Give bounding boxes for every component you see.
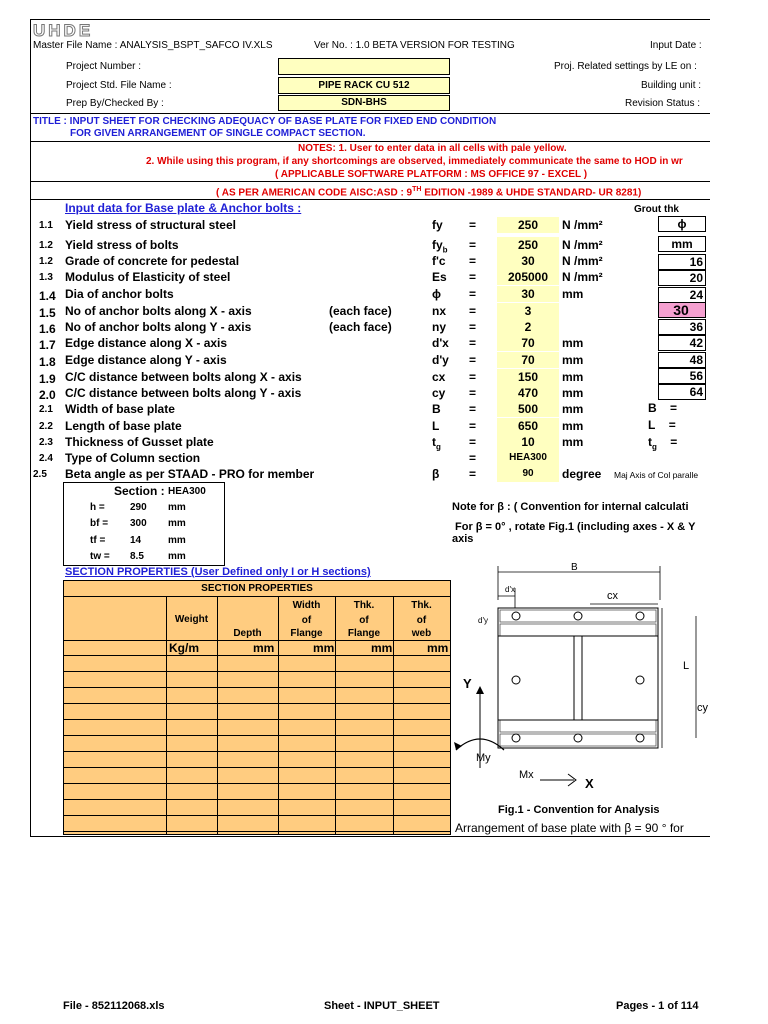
row-symbol: ny: [432, 320, 447, 334]
row-symbol: nx: [432, 304, 447, 318]
row-unit: mm: [562, 370, 584, 384]
prep-by-input[interactable]: SDN-BHS: [278, 95, 450, 111]
row-value-input[interactable]: 650: [497, 418, 559, 434]
row-unit: N /mm²: [562, 254, 603, 268]
section-dim-v: 290: [130, 502, 147, 513]
row-description: Dia of anchor bolts: [65, 287, 174, 301]
row-symbol: cy: [432, 386, 446, 400]
row-symbol: L: [432, 419, 440, 433]
row-value-input[interactable]: 70: [497, 352, 559, 368]
row-value-input[interactable]: 30: [497, 253, 559, 269]
revision-status-label: Revision Status :: [625, 98, 701, 109]
row-value-input[interactable]: 10: [497, 434, 559, 450]
fig-arrangement-note: Arrangement of base plate with β = 90 ° for: [455, 821, 684, 835]
row-equals: =: [469, 353, 477, 367]
row-unit: mm: [562, 336, 584, 350]
row-unit: mm: [562, 287, 584, 301]
table-row: [63, 767, 451, 768]
row-equals: =: [469, 320, 477, 334]
sp-width-unit: mm: [313, 641, 335, 655]
row-equals: =: [469, 336, 477, 350]
section-dim-u: mm: [168, 518, 186, 529]
fig-label-cy: cy: [697, 702, 708, 714]
row-value-input[interactable]: 30: [497, 286, 559, 302]
section-dim-k: bf =: [90, 518, 109, 529]
grout-value-cell: 20: [658, 270, 706, 286]
notes-rule: [30, 181, 710, 182]
master-file-name: Master File Name : ANALYSIS_BSPT_SAFCO IV.XLS: [33, 40, 273, 51]
sp-title: SECTION PROPERTIES: [201, 583, 313, 594]
row-number: 2.2: [39, 421, 53, 432]
section-dim-v: 14: [130, 535, 142, 546]
row-equals: =: [469, 370, 477, 384]
building-unit-label: Building unit :: [641, 80, 702, 91]
row-equals: =: [469, 386, 477, 400]
sp-width-3: Flange: [290, 628, 323, 639]
fig-label-cx: cx: [607, 590, 618, 602]
row-symbol: cx: [432, 370, 446, 384]
table-row: [63, 831, 451, 832]
sp-thkf-1: Thk.: [353, 600, 375, 611]
grout-value-cell: 30: [658, 302, 706, 318]
fig-axis-Y: Y: [463, 676, 472, 691]
project-std-file-label: Project Std. File Name :: [66, 80, 172, 91]
row-number: 1.6: [39, 322, 56, 336]
row-symbol: $t_g$: [432, 435, 441, 452]
row-number: 2.4: [39, 453, 53, 464]
row-equals: =: [469, 451, 477, 465]
sp-thkw-3: web: [411, 628, 432, 639]
row-unit: N /mm²: [562, 238, 603, 252]
row-number: 2.5: [33, 469, 47, 480]
note-code-reference: ( AS PER AMERICAN CODE AISC:ASD : 9TH EDITION -1989 & UHDE STANDARD- UR 8281): [216, 186, 642, 199]
row-equals: =: [469, 238, 477, 252]
footer-pages: Pages - 1 of 114: [616, 1000, 699, 1012]
table-row: [63, 687, 451, 688]
sp-width-2: of: [301, 615, 312, 626]
table-row: [63, 671, 451, 672]
sp-thkf-2: of: [359, 615, 369, 626]
maj-axis-note: Maj Axis of Col paralle: [614, 470, 699, 480]
row-value-input[interactable]: 250: [497, 237, 559, 253]
sp-thkw-1: Thk.: [411, 600, 432, 611]
row-description: Width of base plate: [65, 402, 175, 416]
table-row: [63, 751, 451, 752]
fig-caption: Fig.1 - Convention for Analysis: [498, 804, 660, 816]
row-description: Yield stress of bolts: [65, 238, 179, 252]
row-description: Type of Column section: [65, 451, 201, 465]
row-equals: =: [469, 254, 477, 268]
table-row: [63, 719, 451, 720]
sp-thkw-unit: mm: [427, 641, 449, 655]
grout-value-cell: 42: [658, 335, 706, 351]
row-number: 1.1: [39, 220, 53, 231]
table-row: [63, 703, 451, 704]
grout-thk-label: Grout thk: [634, 204, 679, 215]
beta-note-line-3: axis: [452, 533, 474, 545]
section-name: HEA300: [168, 486, 206, 497]
side-sym-L: L =: [648, 418, 676, 432]
grout-value-cell: 64: [658, 384, 706, 400]
sp-depth: Depth: [233, 628, 262, 639]
table-row: [63, 783, 451, 784]
note-software-platform: ( APPLICABLE SOFTWARE PLATFORM : MS OFFICE 97 - EXCEL ): [275, 169, 588, 180]
row-symbol: β: [432, 467, 440, 481]
row-number: 2.0: [39, 388, 56, 402]
row-description: No of anchor bolts along Y - axis: [65, 320, 252, 334]
row-description: Thickness of Gusset plate: [65, 435, 214, 449]
section-label: Section :: [114, 484, 165, 498]
sp-thkw-2: of: [416, 615, 427, 626]
fig-moment-Mx: Mx: [519, 769, 534, 781]
project-number-label: Project Number :: [66, 61, 142, 72]
input-data-heading: Input data for Base plate & Anchor bolts :: [65, 201, 302, 215]
sp-weight-unit: Kg/m: [169, 641, 199, 655]
grout-value-cell: 36: [658, 319, 706, 335]
row-unit: N /mm²: [562, 218, 603, 232]
title-top-rule: [30, 113, 710, 114]
section-dim-k: tf =: [90, 535, 106, 546]
section-dim-k: h =: [90, 502, 105, 513]
row-symbol: d'y: [432, 353, 449, 367]
side-sym-B: B =: [648, 401, 678, 415]
row-unit: mm: [562, 435, 584, 449]
row-symbol: $fy_b$: [432, 238, 448, 255]
section-dim-v: 300: [130, 518, 147, 529]
row-value-input[interactable]: 470: [497, 385, 559, 401]
side-sym-tg: $t_g$ =: [648, 435, 678, 452]
row-equals: =: [469, 419, 477, 433]
row-value-input[interactable]: 2: [497, 319, 559, 335]
row-equals: =: [469, 287, 477, 301]
row-face-note: (each face): [329, 320, 392, 334]
row-symbol: Es: [432, 270, 447, 284]
row-description: Yield stress of structural steel: [65, 218, 236, 232]
row-symbol: d'x: [432, 336, 449, 350]
grout-value-cell: 48: [658, 352, 706, 368]
row-value-input[interactable]: 70: [497, 335, 559, 351]
row-number: 1.9: [39, 372, 56, 386]
project-number-input[interactable]: [278, 58, 450, 75]
row-face-note: (each face): [329, 304, 392, 318]
note-1: NOTES: 1. User to enter data in all cells with pale yellow.: [298, 143, 567, 154]
row-unit: mm: [562, 419, 584, 433]
sp-thkf-3: Flange: [347, 628, 381, 639]
row-description: Edge distance along Y - axis: [65, 353, 227, 367]
row-equals: =: [469, 218, 477, 232]
row-equals: =: [469, 467, 477, 481]
row-symbol: f'c: [432, 254, 446, 268]
section-dim-v: 8.5: [130, 551, 144, 562]
sp-width-1: Width: [292, 600, 321, 611]
sp-thkf-unit: mm: [371, 641, 393, 655]
row-symbol: B: [432, 402, 441, 416]
notes-bottom-rule: [30, 199, 710, 200]
grout-mm-header: mm: [658, 236, 706, 252]
sp-weight: Weight: [174, 614, 209, 625]
table-row: [63, 735, 451, 736]
footer-sheet: Sheet - INPUT_SHEET: [324, 1000, 440, 1012]
row-number: 1.8: [39, 355, 56, 369]
title-line-1: TITLE : INPUT SHEET FOR CHECKING ADEQUACY OF BASE PLATE FOR FIXED END CONDITION: [33, 116, 497, 127]
footer-file: File - 852112068.xls: [63, 1000, 165, 1012]
fig-label-dx: d'x: [505, 585, 515, 594]
table-row: [63, 799, 451, 800]
row-number: 1.4: [39, 289, 56, 303]
row-number: 1.7: [39, 338, 56, 352]
fig-label-B: B: [571, 562, 578, 573]
fig-axis-X: X: [585, 776, 594, 791]
row-number: 1.2: [39, 256, 53, 267]
section-dim-u: mm: [168, 551, 186, 562]
row-unit: N /mm²: [562, 270, 603, 284]
row-value-input[interactable]: 500: [497, 401, 559, 417]
row-equals: =: [469, 402, 477, 416]
row-number: 2.3: [39, 437, 53, 448]
row-description: Beta angle as per STAAD - PRO for member: [65, 467, 315, 481]
row-symbol: ϕ: [432, 287, 441, 301]
row-description: No of anchor bolts along X - axis: [65, 304, 252, 318]
bottom-border: [30, 836, 710, 837]
row-number: 2.1: [39, 404, 53, 415]
title-bottom-rule: [30, 141, 710, 142]
row-description: Modulus of Elasticity of steel: [65, 270, 231, 284]
sp-depth-unit: mm: [253, 641, 275, 655]
fig-label-L: L: [683, 660, 690, 672]
row-number: 1.2: [39, 240, 53, 251]
beta-note-line-2: For β = 0° , rotate Fig.1 (including axes - X & Y: [455, 521, 696, 533]
row-description: Grade of concrete for pedestal: [65, 254, 240, 268]
row-unit: mm: [562, 386, 584, 400]
row-description: Edge distance along X - axis: [65, 336, 228, 350]
beta-note-line-1: Note for β : ( Convention for internal calculati: [452, 501, 689, 513]
row-value-input[interactable]: 205000: [497, 269, 559, 285]
grout-value-cell: 56: [658, 368, 706, 384]
row-equals: =: [469, 270, 477, 284]
table-row: [63, 815, 451, 816]
grout-phi-header: ϕ: [658, 216, 706, 232]
top-border: [30, 19, 710, 20]
section-properties-link[interactable]: SECTION PROPERTIES (User Defined only I or H sections): [65, 566, 371, 578]
input-date-label: Input Date :: [650, 40, 702, 51]
row-unit: mm: [562, 402, 584, 416]
row-number: 1.3: [39, 272, 53, 283]
row-unit: degree: [562, 467, 602, 481]
fig-moment-My: My: [476, 752, 491, 764]
row-equals: =: [469, 304, 477, 318]
row-value-input[interactable]: 250: [497, 217, 559, 233]
base-plate-figure: [450, 560, 710, 770]
title-line-2: FOR GIVEN ARRANGEMENT OF SINGLE COMPACT SECTION.: [70, 128, 366, 139]
row-description: Length of base plate: [65, 419, 182, 433]
row-number: 1.5: [39, 306, 56, 320]
row-value-input[interactable]: 3: [497, 303, 559, 319]
company-logo: UHDE: [33, 21, 94, 40]
x-axis-arrow-icon: [540, 772, 580, 788]
section-properties-table: [63, 580, 451, 835]
row-value-input[interactable]: 150: [497, 369, 559, 385]
project-std-file-input[interactable]: PIPE RACK CU 512: [278, 77, 450, 94]
row-value-input[interactable]: HEA300: [497, 450, 559, 466]
fig-label-dy: d'y: [478, 616, 488, 625]
grout-value-cell: 16: [658, 254, 706, 270]
section-dim-u: mm: [168, 502, 186, 513]
row-description: C/C distance between bolts along X - axis: [65, 370, 302, 384]
row-symbol: fy: [432, 218, 443, 232]
prep-by-label: Prep By/Checked By :: [66, 98, 164, 109]
section-dim-k: tw =: [90, 551, 110, 562]
row-description: C/C distance between bolts along Y - axis: [65, 386, 302, 400]
row-equals: =: [469, 435, 477, 449]
row-value-input[interactable]: 90: [497, 466, 559, 482]
proj-settings-label: Proj. Related settings by LE on :: [554, 61, 697, 72]
note-2: 2. While using this program, if any shortcomings are observed, immediately communicate the same to HOD in wr: [146, 156, 683, 167]
version-number: Ver No. : 1.0 BETA VERSION FOR TESTING: [314, 40, 515, 51]
grout-value-cell: 24: [658, 287, 706, 303]
row-unit: mm: [562, 353, 584, 367]
section-dim-u: mm: [168, 535, 186, 546]
